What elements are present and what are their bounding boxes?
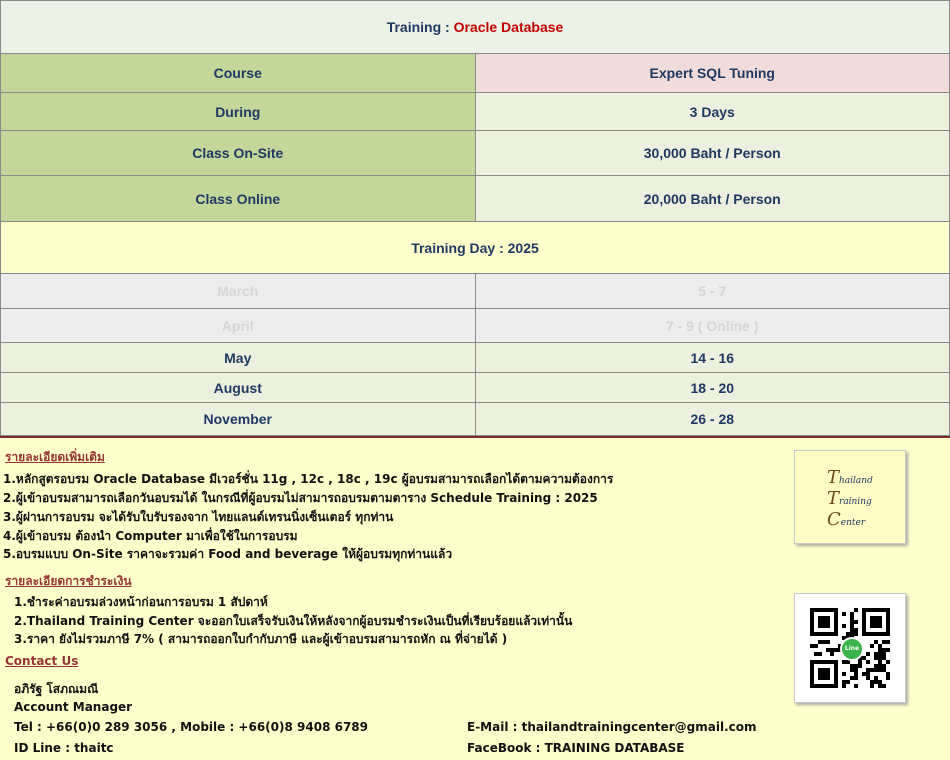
qr-module [842, 684, 846, 688]
qr-module [854, 676, 858, 680]
logo-word: hailand [839, 476, 873, 486]
qr-module [874, 668, 878, 672]
qr-module [886, 648, 890, 652]
qr-module [842, 660, 846, 664]
title-row [1, 1, 950, 54]
contact-email: E-Mail : thailandtrainingcenter@gmail.com [467, 720, 757, 734]
logo-letter: C [827, 509, 841, 530]
qr-module [882, 668, 886, 672]
qr-module [870, 644, 874, 648]
logo-letter: T [827, 467, 840, 488]
contact-tel: Tel : +66(0)0 289 3056 , Mobile : +66(0)8 9408 6789 [14, 720, 369, 734]
qr-module [882, 652, 886, 656]
line-badge-label: Line [844, 645, 860, 652]
schedule-dates: 5 - 7 [475, 274, 950, 309]
qr-module [866, 676, 870, 680]
qr-module [846, 632, 850, 636]
qr-module [878, 652, 882, 656]
contact-name: อภิรัฐ โสภณมณี [14, 682, 99, 696]
qr-module [854, 628, 858, 632]
qr-module [878, 668, 882, 672]
schedule-dates: 26 - 28 [475, 403, 950, 436]
logo-letter: T [827, 488, 840, 509]
info-section [0, 436, 950, 760]
qr-module [878, 664, 882, 668]
detail-item: 1.หลักสูตรอบรม Oracle Database มีเวอร์ชั่น 11g , 12c , 18c , 19c ผู้อบรมสามารถเลือกได้ตามความต้องการ [3, 472, 614, 486]
qr-module [874, 676, 878, 680]
qr-finder [818, 616, 830, 628]
qr-module [850, 620, 854, 624]
logo-word: raining [839, 497, 872, 507]
qr-module [874, 680, 878, 684]
qr-module [882, 656, 886, 660]
online-row [1, 176, 950, 222]
schedule-month: August [1, 373, 476, 403]
payment-item: 3.ราคา ยังไม่รวมภาษี 7% ( สามารถออกใบกำกับภาษี และผู้เข้าอบรมสามารถหัก ณ ที่จ่ายได้ ) [14, 632, 508, 646]
detail-item: 3.ผู้ผ่านการอบรม จะได้รับใบรับรองจาก ไทยแลนด์เทรนนิ่งเซ็นเตอร์ ทุกท่าน [3, 510, 394, 524]
training-day: Training Day : 2025 [1, 222, 950, 274]
qr-module [874, 640, 878, 644]
qr-module [886, 672, 890, 676]
qr-module [834, 648, 838, 652]
schedule-month: March [1, 274, 476, 309]
qr-module [818, 640, 822, 644]
schedule-dates: 7 - 9 ( Online ) [475, 309, 950, 343]
qr-module [866, 672, 870, 676]
qr-module [874, 652, 878, 656]
qr-finder [818, 668, 830, 680]
qr-module [830, 648, 834, 652]
schedule-row [1, 309, 950, 343]
line-qr-code-icon [794, 593, 906, 703]
qr-module [846, 680, 850, 684]
qr-module [850, 664, 854, 668]
qr-module [854, 664, 858, 668]
qr-module [874, 656, 878, 660]
qr-module [850, 612, 854, 616]
qr-module [850, 624, 854, 628]
course-value: Expert SQL Tuning [475, 54, 950, 93]
contact-heading: Contact Us [5, 654, 79, 668]
qr-module [810, 644, 814, 648]
detail-item: 4.ผู้เข้าอบรม ต้องนำ Computer มาเพื่อใช้ในการอบรม [3, 529, 298, 543]
payment-heading: รายละเอียดการชำระเงิน [5, 574, 132, 588]
qr-module [842, 680, 846, 684]
qr-module [842, 612, 846, 616]
qr-module [862, 656, 866, 660]
training-day-row [1, 222, 950, 274]
qr-module [878, 656, 882, 660]
qr-module [870, 668, 874, 672]
contact-position: Account Manager [14, 700, 133, 714]
training-title [1, 1, 950, 54]
schedule-month: November [1, 403, 476, 436]
qr-module [842, 672, 846, 676]
ttc-logo [794, 450, 906, 544]
qr-module [882, 640, 886, 644]
qr-module [878, 680, 882, 684]
qr-module [878, 684, 882, 688]
onsite-label: Class On-Site [1, 131, 476, 176]
qr-module [878, 648, 882, 652]
contact-line-id: ID Line : thaitc [14, 741, 114, 755]
qr-module [850, 632, 854, 636]
qr-module [830, 652, 834, 656]
qr-module [850, 628, 854, 632]
qr-module [854, 620, 858, 624]
schedule-month: May [1, 343, 476, 373]
online-label: Class Online [1, 176, 476, 222]
qr-finder [870, 616, 882, 628]
qr-module [882, 664, 886, 668]
qr-module [886, 676, 890, 680]
line-app-icon [840, 637, 864, 661]
during-row [1, 93, 950, 131]
qr-module [822, 640, 826, 644]
course-label: Course [1, 54, 476, 93]
qr-module [842, 624, 846, 628]
qr-module [854, 684, 858, 688]
qr-module [874, 664, 878, 668]
qr-module [858, 664, 862, 668]
detail-item: 2.ผู้เข้าอบรมสามารถเลือกวันอบรมได้ ในกรณีที่ผู้อบรมไม่สามารถอบรมตามตาราง Schedule Training : 2025 [3, 491, 598, 505]
qr-module [878, 660, 882, 664]
qr-module [850, 616, 854, 620]
schedule-row [1, 373, 950, 403]
qr-module [818, 652, 822, 656]
schedule-dates: 18 - 20 [475, 373, 950, 403]
payment-item: 1.ชำระค่าอบรมล่วงหน้าก่อนการอบรม 1 สัปดาห์ [14, 595, 268, 609]
qr-module [886, 660, 890, 664]
qr-module [866, 668, 870, 672]
qr-module [826, 640, 830, 644]
schedule-dates: 14 - 16 [475, 343, 950, 373]
payment-item: 2.Thailand Training Center จะออกใบเสร็จรับเงินให้หลังจากผู้อบรมชำระเงินเป็นที่เรียบร้อยแล้วเท่านั้น [14, 614, 573, 628]
qr-module [878, 644, 882, 648]
details-heading: รายละเอียดเพิ่มเติม [5, 450, 105, 464]
schedule-row [1, 343, 950, 373]
qr-module [814, 652, 818, 656]
training-value: Oracle Database [453, 19, 564, 35]
during-value: 3 Days [475, 93, 950, 131]
qr-module [814, 644, 818, 648]
detail-item: 5.อบรมแบบ On-Site ราคาจะรวมค่า Food and beverage ให้ผู้อบรมทุกท่านแล้ว [3, 547, 453, 561]
schedule-row [1, 274, 950, 309]
qr-module [870, 680, 874, 684]
qr-module [866, 652, 870, 656]
qr-module [854, 672, 858, 676]
onsite-value: 30,000 Baht / Person [475, 131, 950, 176]
training-label: Training : [386, 19, 454, 35]
qr-module [850, 668, 854, 672]
qr-module [886, 640, 890, 644]
qr-module [850, 676, 854, 680]
onsite-row [1, 131, 950, 176]
schedule-month: April [1, 309, 476, 343]
qr-module [862, 672, 866, 676]
schedule-row [1, 403, 950, 436]
qr-module [882, 648, 886, 652]
qr-module [870, 684, 874, 688]
qr-module [854, 632, 858, 636]
contact-facebook: FaceBook : TRAINING DATABASE [467, 741, 685, 755]
online-value: 20,000 Baht / Person [475, 176, 950, 222]
qr-module [826, 648, 830, 652]
logo-word: enter [840, 518, 866, 528]
during-label: During [1, 93, 476, 131]
qr-module [858, 660, 862, 664]
qr-module [854, 668, 858, 672]
qr-module [854, 608, 858, 612]
qr-module [866, 660, 870, 664]
qr-module [882, 684, 886, 688]
course-row [1, 54, 950, 93]
